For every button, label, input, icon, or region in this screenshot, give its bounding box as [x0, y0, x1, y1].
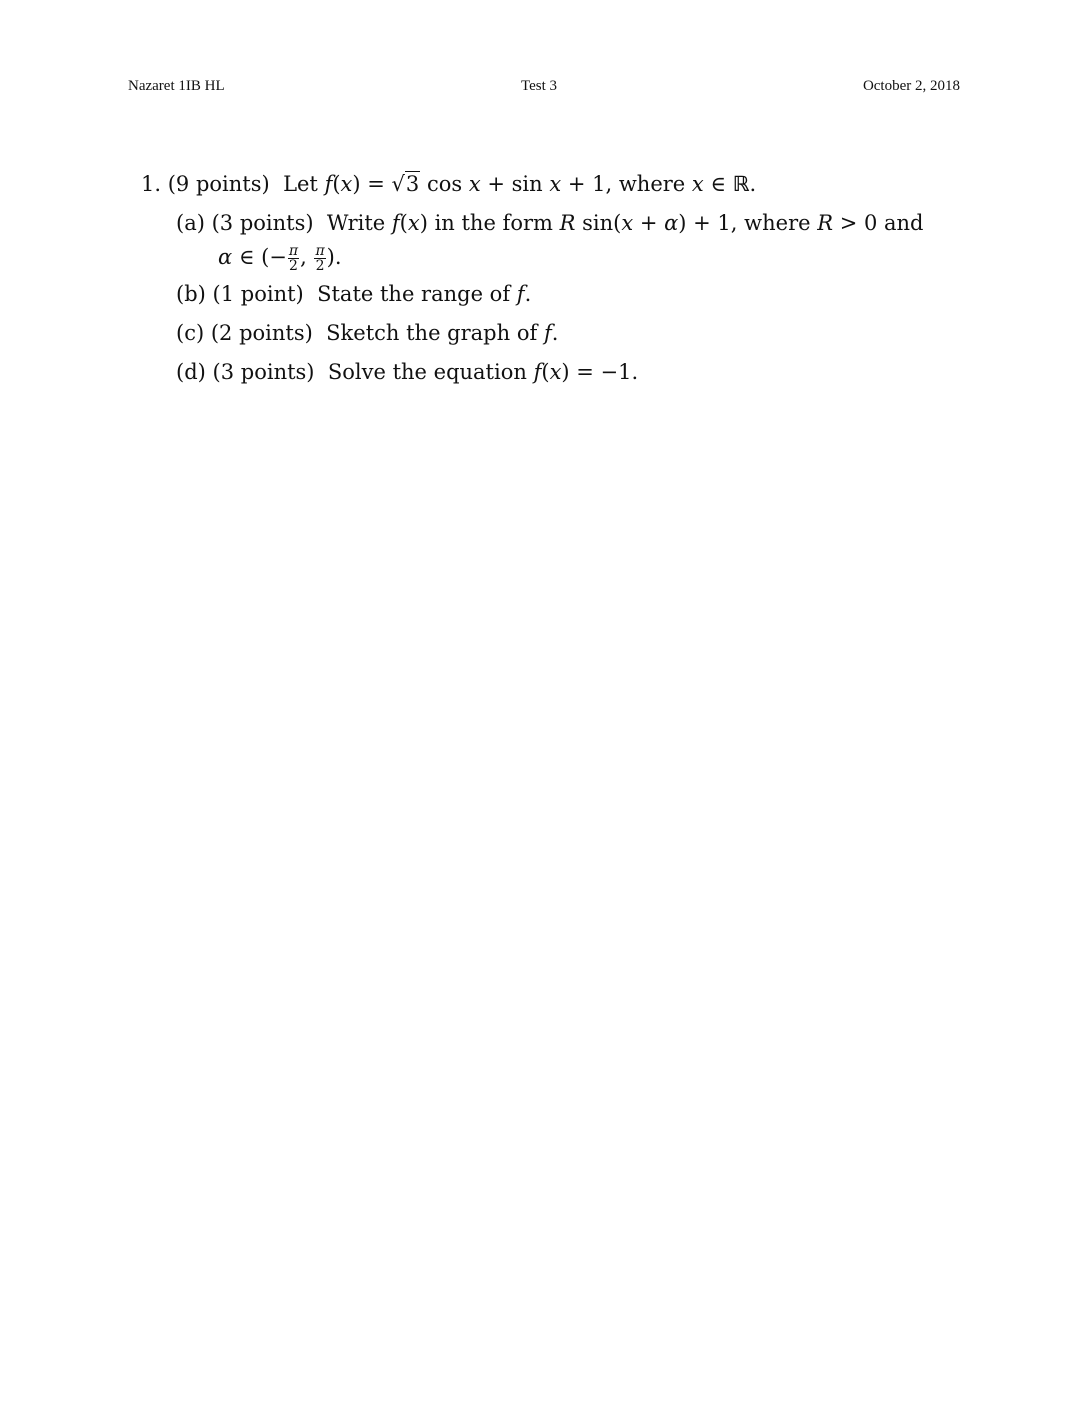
part-b-line: (b) (1 point) State the range of f. — [176, 282, 532, 306]
part-d-formula: f(x) = −1. — [533, 360, 639, 384]
part-a-label: (a) — [176, 211, 205, 235]
part-a-line-1 — [176, 210, 924, 236]
part-b-text: State the range of — [317, 282, 511, 306]
part-c-line: (c) (2 points) Sketch the graph of f. — [176, 321, 559, 345]
part-c-formula: f — [543, 321, 552, 345]
part-d-points: (3 points) — [212, 360, 315, 384]
part-a-line-2: α ∈ (− $\frac{\pi}{2}$ , $\frac{\pi}{2}$ ). — [218, 243, 342, 274]
part-b-points: (1 point) — [212, 282, 304, 306]
header-course: Nazaret 1IB HL — [128, 78, 225, 94]
page-header — [0, 78, 1088, 100]
part-c-label: (c) — [176, 321, 205, 345]
question-1-line — [141, 171, 756, 197]
part-a-formula: f(x) in the form R sin(x + α) + 1, where R > 0 and — [391, 211, 924, 235]
part-d-text: Solve the equation — [327, 360, 527, 384]
part-c-text: Sketch the graph of — [326, 321, 538, 345]
part-d-line — [176, 359, 638, 385]
question-formula: f(x) = √3 cos x + sin x + 1, where x ∈ ℝ. — [324, 172, 757, 196]
part-a-text: Write — [326, 211, 386, 235]
header-date: October 2, 2018 — [862, 78, 960, 94]
part-d-label: (d) — [176, 360, 206, 384]
question-intro: Let — [283, 172, 318, 196]
part-c-points: (2 points) — [210, 321, 313, 345]
part-b-label: (b) — [176, 282, 206, 306]
part-b-formula: f — [516, 282, 525, 306]
header-title: Test 3 — [521, 78, 558, 94]
part-a-points: (3 points) — [211, 211, 314, 235]
question-number: 1. — [141, 172, 162, 196]
question-points: (9 points) — [167, 172, 270, 196]
